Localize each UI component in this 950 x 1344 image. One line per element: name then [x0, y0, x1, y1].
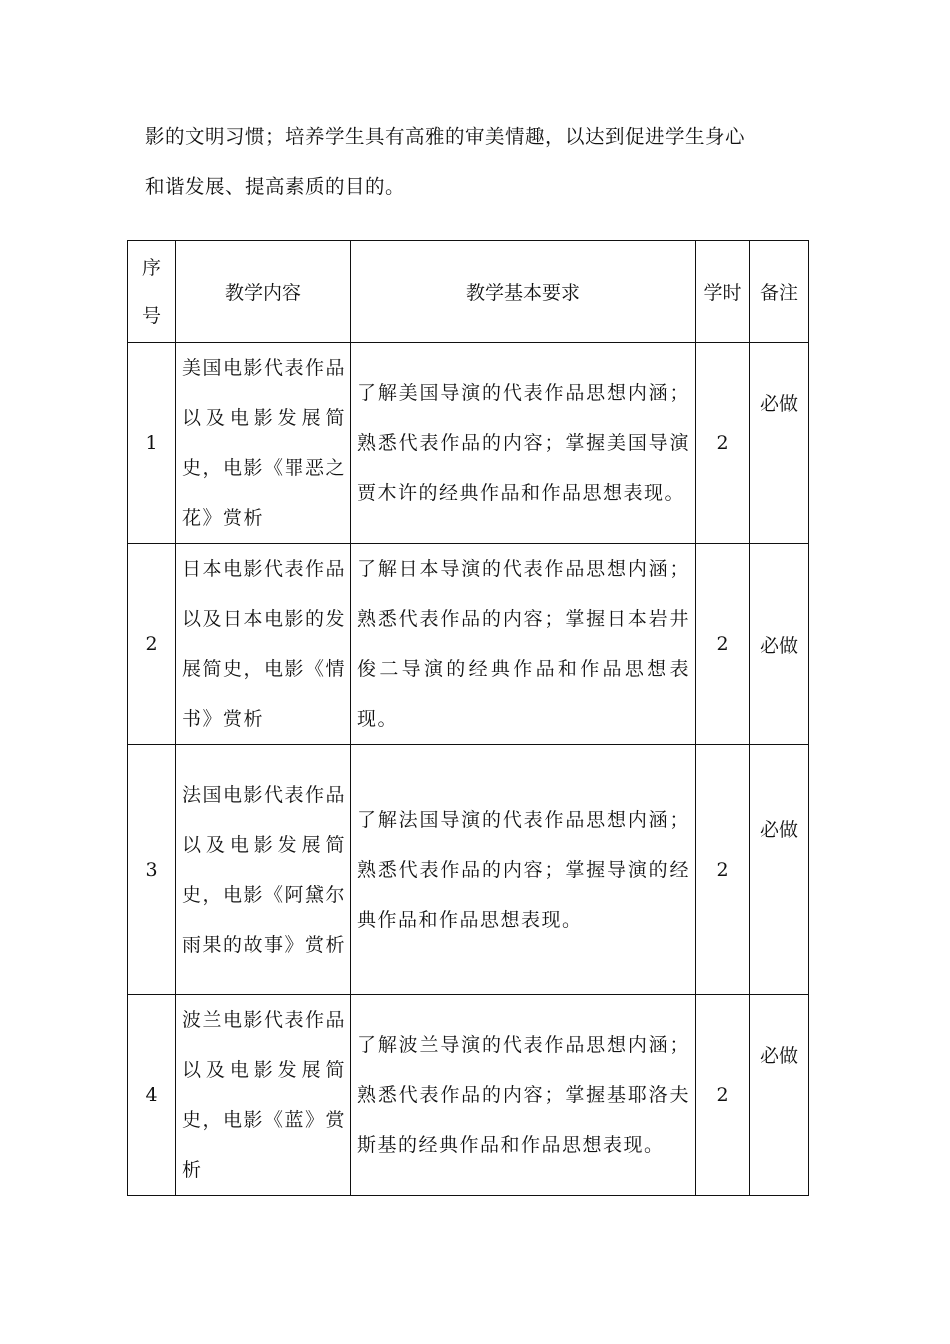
- row-no: 2: [128, 544, 176, 745]
- syllabus-table: [127, 240, 809, 1196]
- header-content: 教学内容: [176, 241, 351, 343]
- row-content-text: 波兰电影代表作品以及电影发展简史，电影《蓝》赏析: [182, 1009, 347, 1181]
- intro-line-2: 和谐发展、提高素质的目的。: [145, 175, 406, 198]
- row-requirement: [351, 995, 696, 1196]
- header-requirement: 教学基本要求: [351, 241, 696, 343]
- table-header-row: [128, 241, 809, 343]
- header-note: 备注: [750, 241, 809, 343]
- row-note: 必做: [750, 745, 809, 995]
- row-requirement: [351, 343, 696, 544]
- row-requirement: [351, 745, 696, 995]
- row-no: 3: [128, 745, 176, 995]
- row-requirement-text: 了解美国导演的代表作品思想内涵；熟悉代表作品的内容；掌握美国导演贾木许的经典作品和作品思想表现。: [357, 382, 690, 504]
- row-content: [176, 995, 351, 1196]
- row-note: 必做: [750, 544, 809, 745]
- row-no: 4: [128, 995, 176, 1196]
- row-no: 1: [128, 343, 176, 544]
- row-hours: 2: [696, 995, 750, 1196]
- table-row: [128, 995, 809, 1196]
- table-row: [128, 343, 809, 544]
- row-requirement-text: 了解波兰导演的代表作品思想内涵；熟悉代表作品的内容；掌握基耶洛夫斯基的经典作品和作品思想表现。: [357, 1034, 690, 1156]
- intro-paragraph: [145, 112, 815, 212]
- row-content-text: 美国电影代表作品以及电影发展简史，电影《罪恶之花》赏析: [182, 357, 347, 529]
- row-hours: 2: [696, 544, 750, 745]
- row-requirement-text: 了解法国导演的代表作品思想内涵；熟悉代表作品的内容；掌握导演的经典作品和作品思想表现。: [357, 808, 690, 931]
- intro-line-1: 影的文明习惯；培养学生具有高雅的审美情趣，以达到促进学生身心: [145, 125, 746, 148]
- row-content: [176, 544, 351, 745]
- header-hours: 学时: [696, 241, 750, 343]
- table-row: [128, 745, 809, 995]
- table-row: [128, 544, 809, 745]
- row-requirement: [351, 544, 696, 745]
- row-hours: 2: [696, 343, 750, 544]
- row-note: 必做: [750, 343, 809, 544]
- row-content: [176, 343, 351, 544]
- row-content-text: 日本电影代表作品以及日本电影的发展简史，电影《情书》赏析: [182, 558, 347, 730]
- row-content-text: 法国电影代表作品以及电影发展简史，电影《阿黛尔雨果的故事》赏析: [182, 783, 347, 956]
- header-no: [128, 241, 176, 343]
- row-content: [176, 745, 351, 995]
- row-note: 必做: [750, 995, 809, 1196]
- row-hours: 2: [696, 745, 750, 995]
- row-requirement-text: 了解日本导演的代表作品思想内涵；熟悉代表作品的内容；掌握日本岩井俊二导演的经典作品和作品思想表现。: [357, 558, 690, 730]
- header-no-label: 序号: [142, 256, 162, 327]
